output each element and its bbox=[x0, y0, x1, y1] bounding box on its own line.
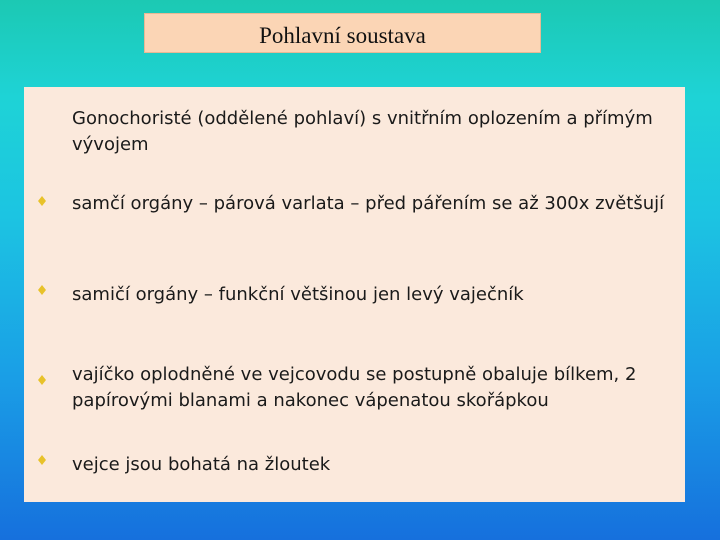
bullet-text: samičí orgány – funkční většinou jen levý vaječník bbox=[72, 284, 524, 305]
diamond-bullet-icon bbox=[38, 455, 46, 463]
diamond-bullet-icon bbox=[38, 375, 46, 383]
bullet-text: vejce jsou bohatá na žloutek bbox=[72, 454, 331, 475]
diamond-bullet-icon bbox=[38, 196, 46, 204]
bullet-text: samčí orgány – párová varlata – před pářením se až 300x zvětšují bbox=[72, 193, 665, 214]
content-box bbox=[24, 87, 685, 502]
diamond-bullet-icon bbox=[38, 285, 46, 293]
slide-title: Pohlavní soustava bbox=[144, 13, 541, 53]
bullet-text: vajíčko oplodněné ve vejcovodu se postupně obaluje bílkem, 2 papírovými blanami a nakonec vápenatou skořápkou bbox=[72, 364, 637, 411]
intro-text: Gonochoristé (oddělené pohlaví) s vnitřním oplozením a přímým vývojem bbox=[72, 108, 653, 155]
